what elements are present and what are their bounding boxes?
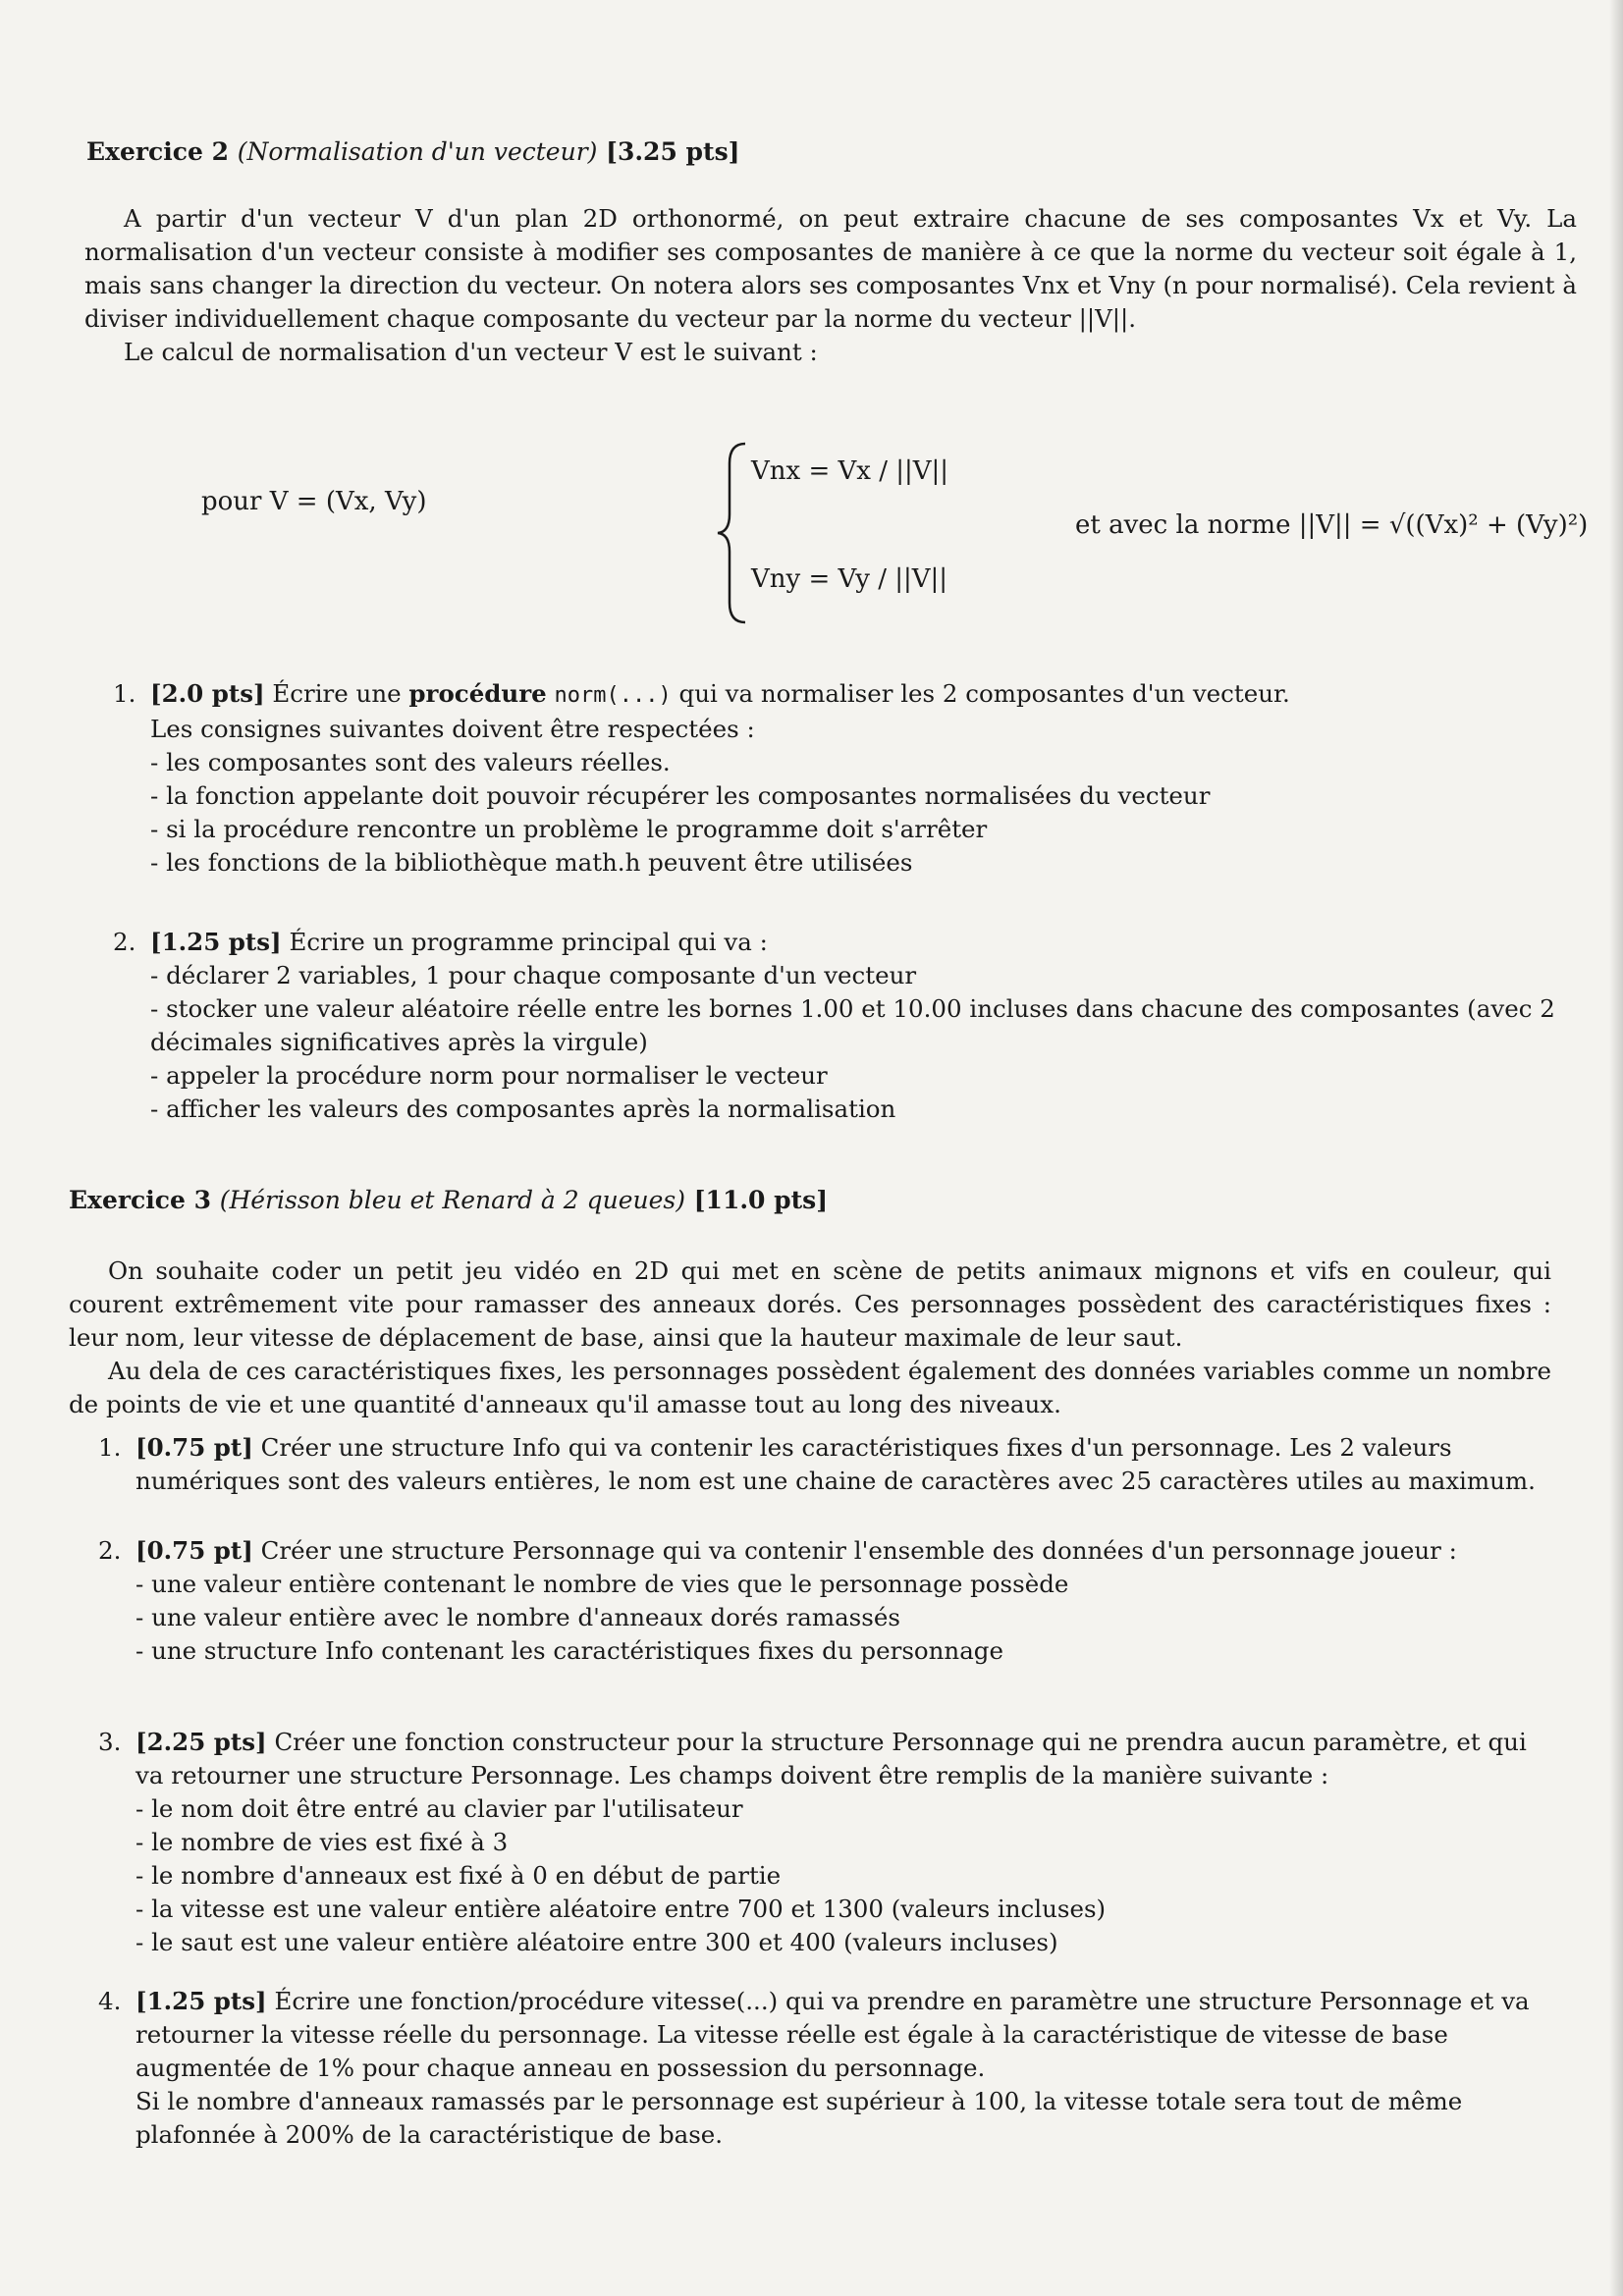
exercise-3-title	[69, 1186, 828, 1214]
list-item: - le nombre de vies est fixé à 3	[135, 1828, 509, 1856]
question-text-2: Si le nombre d'anneaux ramassés par le personnage est supérieur à 100, la vitesse totale sera tout de même plafonnée à 200% de la caractéristique de base.	[135, 2087, 1463, 2149]
formula-brace	[714, 440, 753, 626]
list-item: - une valeur entière contenant le nombre de vies que le personnage possède	[135, 1570, 1069, 1598]
question-text: Créer une structure Info qui va contenir les caractéristiques fixes d'un personnage. Les 2 valeurs numériques sont des valeurs entières, le nom est une chaine de caractères avec 25 caractères utiles au maximum.	[135, 1433, 1536, 1495]
list-item: - le saut est une valeur entière aléatoire entre 300 et 400 (valeurs incluses)	[135, 1928, 1058, 1956]
exercise-3-subtitle: (Hérisson bleu et Renard à 2 queues)	[219, 1186, 685, 1214]
question-points: [1.25 pts]	[150, 928, 282, 956]
formula-norm: et avec la norme ||V|| = √((Vx)² + (Vy)²)	[1075, 510, 1589, 540]
list-item: Les consignes suivantes doivent être respectées :	[150, 715, 755, 743]
exercise-2-intro-2: Le calcul de normalisation d'un vecteur V est le suivant :	[124, 338, 818, 366]
question-number: 1.	[113, 679, 136, 708]
question-text-2: qui va normaliser les 2 composantes d'un vecteur.	[678, 679, 1290, 708]
question-text: Écrire une	[272, 679, 402, 708]
exercise-3-points: [11.0 pts]	[693, 1186, 829, 1214]
list-item: - afficher les valeurs des composantes après la normalisation	[150, 1095, 896, 1123]
question-number: 2.	[113, 928, 136, 956]
list-item: - la vitesse est une valeur entière aléatoire entre 700 et 1300 (valeurs incluses)	[135, 1895, 1107, 1923]
list-item: - déclarer 2 variables, 1 pour chaque composante d'un vecteur	[150, 961, 917, 989]
exercise-2-intro: A partir d'un vecteur V d'un plan 2D orthonormé, on peut extraire chacune de ses composantes Vx et Vy. La normalisation d'un vecteur consiste à modifier ses composantes de manière à ce que la norme du vecteur soit égale à 1, mais sans changer la direction du vecteur. On notera alors ses composantes Vnx et Vny (n pour normalisé). Cela revient à diviser individuellement chaque composante du vecteur par la norme du vecteur ||V||.	[84, 204, 1577, 333]
exercise-2-points: [3.25 pts]	[606, 137, 740, 166]
list-item: - le nombre d'anneaux est fixé à 0 en début de partie	[135, 1861, 782, 1890]
question-text: Créer une structure Personnage qui va contenir l'ensemble des données d'un personnage joueur :	[260, 1536, 1457, 1565]
question-text: Écrire un programme principal qui va :	[289, 928, 768, 956]
formula-vnx	[751, 456, 948, 486]
list-item: - appeler la procédure norm pour normaliser le vecteur	[150, 1061, 828, 1090]
list-item: - le nom doit être entré au clavier par l'utilisateur	[135, 1794, 743, 1823]
formula-vny-text: Vny = Vy / ||V||	[751, 564, 948, 594]
list-item: - une valeur entière avec le nombre d'anneaux dorés ramassés	[135, 1603, 900, 1631]
question-keyword: procédure	[408, 679, 547, 708]
question-points: [0.75 pt]	[135, 1536, 253, 1565]
formula-vnx-text: Vnx = Vx / ||V||	[751, 456, 949, 486]
question-number: 3.	[98, 1728, 122, 1756]
formula-vny	[751, 564, 947, 594]
exercise-3-intro-2: Au dela de ces caractéristiques fixes, les personnages possèdent également des données variables comme un nombre de points de vie et une quantité d'anneaux qu'il amasse tout au long des niveaux.	[69, 1357, 1551, 1418]
question-points: [0.75 pt]	[135, 1433, 253, 1462]
exercise-2-label: Exercice 2	[86, 137, 229, 166]
exercise-2-title	[86, 137, 739, 166]
list-item: - les composantes sont des valeurs réelles.	[150, 748, 671, 776]
page-edge-shadow	[1609, 0, 1623, 2296]
list-item: - stocker une valeur aléatoire réelle entre les bornes 1.00 et 10.00 incluses dans chacune des composantes (avec 2 décimales significatives après la virgule)	[150, 994, 1555, 1056]
question-points: [1.25 pts]	[135, 1987, 267, 2015]
exercise-3-label: Exercice 3	[69, 1186, 211, 1214]
question-code: norm(...)	[554, 683, 672, 708]
question-text: Créer une fonction constructeur pour la structure Personnage qui ne prendra aucun paramètre, et qui va retourner une structure Personnage. Les champs doivent être remplis de la manière suivante :	[135, 1728, 1527, 1789]
exercise-3-intro: On souhaite coder un petit jeu vidéo en 2D qui met en scène de petits animaux mignons et vifs en couleur, qui courent extrêmement vite pour ramasser des anneaux dorés. Ces personnages possèdent des caractéristiques fixes : leur nom, leur vitesse de déplacement de base, ainsi que la hauteur maximale de leur saut.	[69, 1256, 1551, 1352]
list-item: - si la procédure rencontre un problème le programme doit s'arrêter	[150, 815, 988, 843]
list-item: - la fonction appelante doit pouvoir récupérer les composantes normalisées du vecteur	[150, 781, 1211, 810]
question-text: Écrire une fonction/procédure vitesse(...) qui va prendre en paramètre une structure Personnage et va retourner la vitesse réelle du personnage. La vitesse réelle est égale à la caractéristique de vitesse de base augmentée de 1% pour chaque anneau en possession du personnage.	[135, 1987, 1530, 2082]
question-number: 2.	[98, 1536, 122, 1565]
question-number: 4.	[98, 1987, 122, 2015]
exercise-2-subtitle: (Normalisation d'un vecteur)	[237, 137, 598, 166]
question-points: [2.25 pts]	[135, 1728, 267, 1756]
question-number: 1.	[98, 1433, 122, 1462]
list-item: - les fonctions de la bibliothèque math.h peuvent être utilisées	[150, 848, 913, 877]
question-points: [2.0 pts]	[150, 679, 265, 708]
formula-vector-def: pour V = (Vx, Vy)	[201, 487, 427, 516]
list-item: - une structure Info contenant les caractéristiques fixes du personnage	[135, 1636, 1003, 1665]
